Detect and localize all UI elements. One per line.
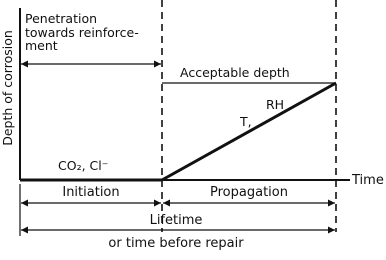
propagation-factor-t-label: T,: [240, 114, 252, 129]
penetration-label-line1: Penetration: [25, 11, 98, 26]
propagation-label: Propagation: [210, 185, 288, 200]
y-axis-label: Depth of corrosion: [0, 30, 15, 146]
penetration-label-line3: ment: [25, 38, 58, 53]
propagation-factor-rh-label: RH: [266, 97, 285, 112]
lifetime-sublabel: or time before repair: [108, 236, 244, 251]
lifetime-label: Lifetime: [149, 213, 203, 228]
penetration-label-line2: towards reinforce-: [25, 25, 139, 40]
initiation-label: Initiation: [62, 185, 120, 200]
initiation-agents-label: CO₂, Cl⁻: [58, 158, 109, 173]
propagation-curve: [162, 83, 336, 180]
acceptable-depth-label: Acceptable depth: [180, 65, 290, 80]
x-axis-label: Time: [352, 173, 384, 188]
